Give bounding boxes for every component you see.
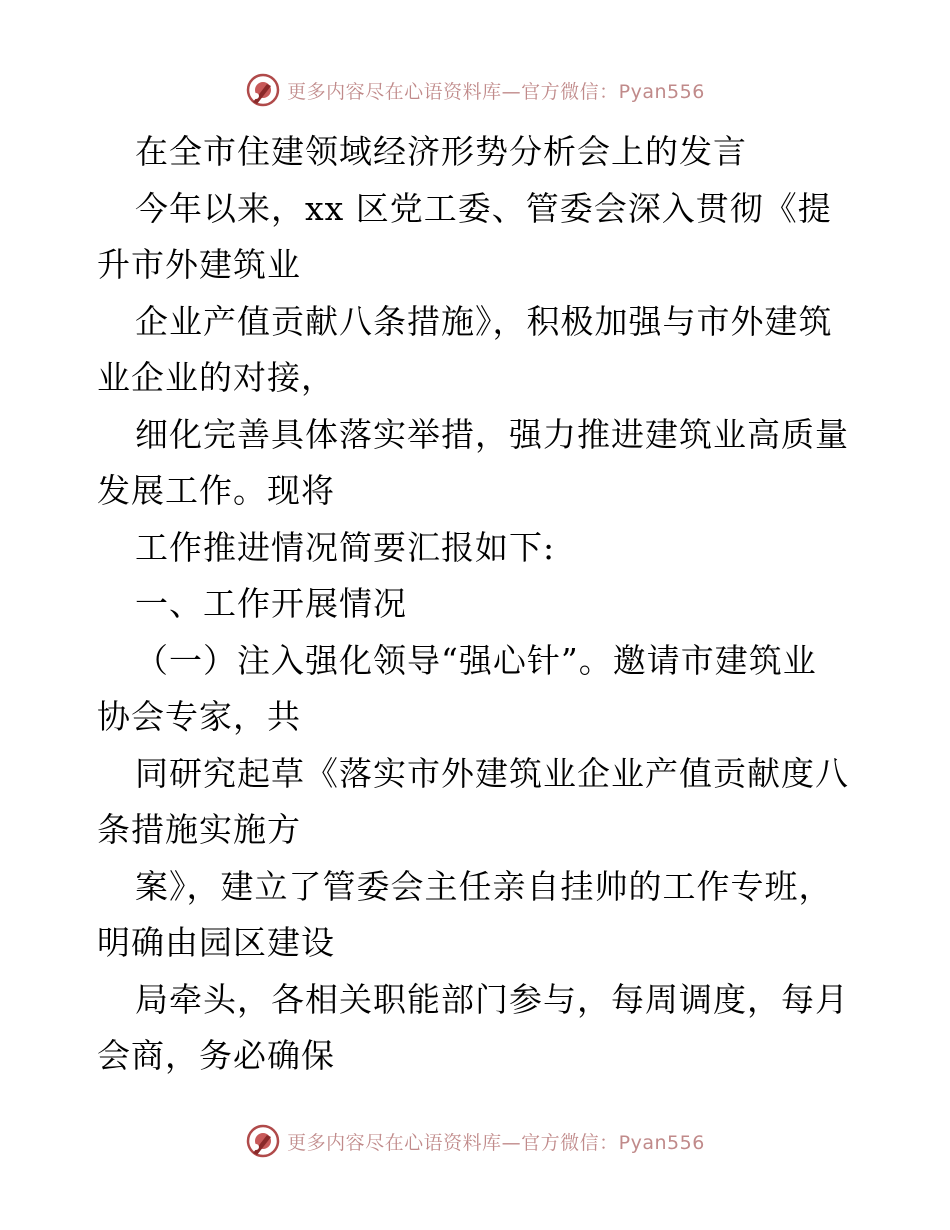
text-line: 明确由园区建设 — [97, 923, 335, 962]
text-line: 在全市住建领域经济形势分析会上的发言 — [135, 132, 747, 171]
watermark-text: 更多内容尽在心语资料库—官方微信：Pyan556 — [287, 80, 705, 103]
text-line: 案》，建立了管委会主任亲自挂帅的工作专班， — [135, 866, 833, 906]
text-line: （一）注入强化领导“强心针”。邀请市建筑业 — [135, 640, 817, 680]
text-line: 同研究起草《落实市外建筑业企业产值贡献度八 — [135, 753, 849, 793]
text-line: 企业产值贡献八条措施》，积极加强与市外建筑 — [135, 301, 833, 341]
text-line: 会商，务必确保 — [97, 1036, 335, 1075]
logo-seal-icon — [245, 72, 281, 108]
text-line: 一、工作开展情况 — [135, 584, 407, 623]
text-line: 工作推进情况简要汇报如下: — [135, 527, 556, 567]
text-line: 业企业的对接， — [97, 358, 335, 397]
watermark-text: 更多内容尽在心语资料库—官方微信：Pyan556 — [287, 1131, 705, 1154]
document-body — [97, 124, 857, 1085]
text-line: 协会专家，共 — [97, 697, 301, 736]
text-line: 细化完善具体落实举措，强力推进建筑业高质量 — [135, 414, 849, 454]
text-line: 今年以来，xx 区党工委、管委会深入贯彻《提 — [135, 188, 832, 228]
text-line: 局牵头，各相关职能部门参与，每周调度，每月 — [135, 979, 849, 1019]
text-line: 升市外建筑业 — [97, 245, 301, 284]
header-watermark — [0, 70, 950, 110]
footer-watermark — [0, 1121, 950, 1161]
text-line: 发展工作。现将 — [97, 471, 335, 510]
logo-seal-icon — [245, 1123, 281, 1159]
text-line: 条措施实施方 — [97, 810, 301, 849]
